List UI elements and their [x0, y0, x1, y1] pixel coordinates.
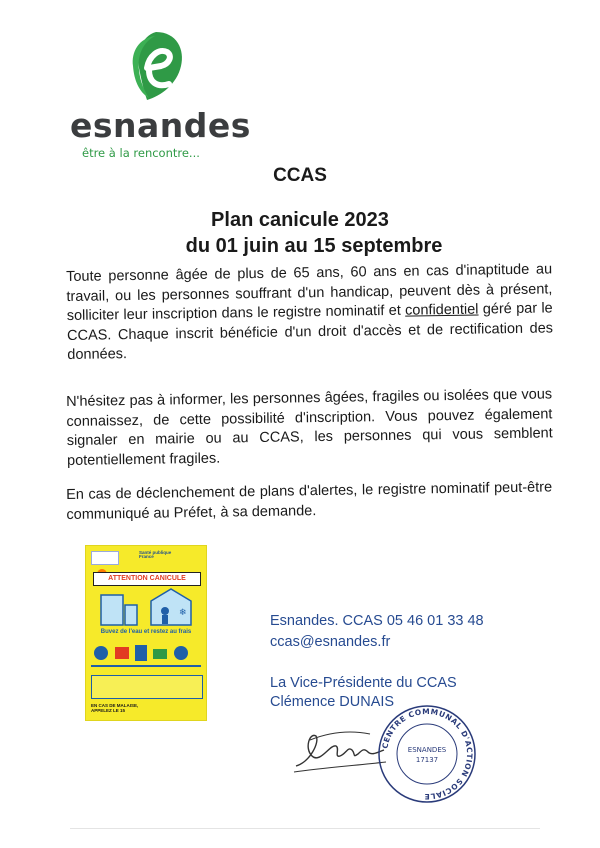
- poster-info-box: [91, 675, 203, 699]
- ministry-logo: [91, 551, 119, 565]
- title-line-1: Plan canicule 2023: [211, 209, 389, 231]
- paragraph-inform: N'hésitez pas à informer, les personnes âgées, fragiles ou isolées que vous connaissez, de cette possibilité d'inscription. Vous pouvez également signaler en mairie ou au CCAS, les personnes qui vous semblent potentiellement fragiles.: [66, 386, 553, 469]
- ccas-stamp: [375, 702, 479, 806]
- document-title: [0, 207, 600, 259]
- title-line-2: du 01 juin au 15 septembre: [185, 235, 443, 257]
- underlined-word: confidentiel: [404, 301, 479, 319]
- logo-wordmark: esnandes: [70, 106, 251, 145]
- poster-emergency-text: EN CAS DE MALAISE, APPELEZ LE 15: [91, 703, 139, 713]
- heatwave-poster: [85, 545, 207, 721]
- poster-banner: ATTENTION CANICULE: [93, 572, 201, 586]
- footer-divider: [70, 828, 540, 829]
- svg-text:❄: ❄: [179, 608, 187, 618]
- svg-text:ESNANDES: ESNANDES: [407, 746, 447, 754]
- svg-text:CENTRE COMMUNAL D'ACTION SOCIA: CENTRE COMMUNAL D'ACTION SOCIALE: [380, 706, 475, 802]
- poster-caption: Buvez de l'eau et restez au frais: [100, 629, 192, 635]
- sante-publique-logo: Santé publique France: [139, 550, 172, 559]
- esnandes-logo: [70, 28, 251, 168]
- advice-icons: [91, 641, 201, 671]
- contact-block: [270, 611, 484, 653]
- poster-footer-logos: [143, 703, 201, 715]
- logo-e-icon: [125, 28, 187, 108]
- signatory-role: La Vice-Présidente du CCAS: [270, 675, 457, 691]
- paragraph-alerts: En cas de déclenchement de plans d'alertes, le registre nominatif peut-être communiqué au Préfet, à sa demande.: [66, 479, 553, 523]
- svg-text:17137: 17137: [415, 756, 439, 764]
- contact-email: ccas@esnandes.fr: [270, 634, 391, 650]
- logo-tagline: être à la rencontre...: [82, 146, 200, 160]
- water-jug-illustration: [95, 587, 195, 627]
- paragraph-registration: Toute personne âgée de plus de 65 ans, 60 ans en cas d'inaptitude au travail, ou les personnes souffrant d'un handicap, peuvent dès à présent, solliciter leur inscription dans le registre nominatif et confidentiel géré par le CCAS. Chaque inscrit bénéficie d'un droit d'accès et de rectification des données.: [66, 261, 554, 363]
- ccas-heading: CCAS: [273, 165, 327, 186]
- signatory-name: Clémence DUNAIS: [270, 694, 395, 710]
- contact-phone: Esnandes. CCAS 05 46 01 33 48: [270, 613, 484, 629]
